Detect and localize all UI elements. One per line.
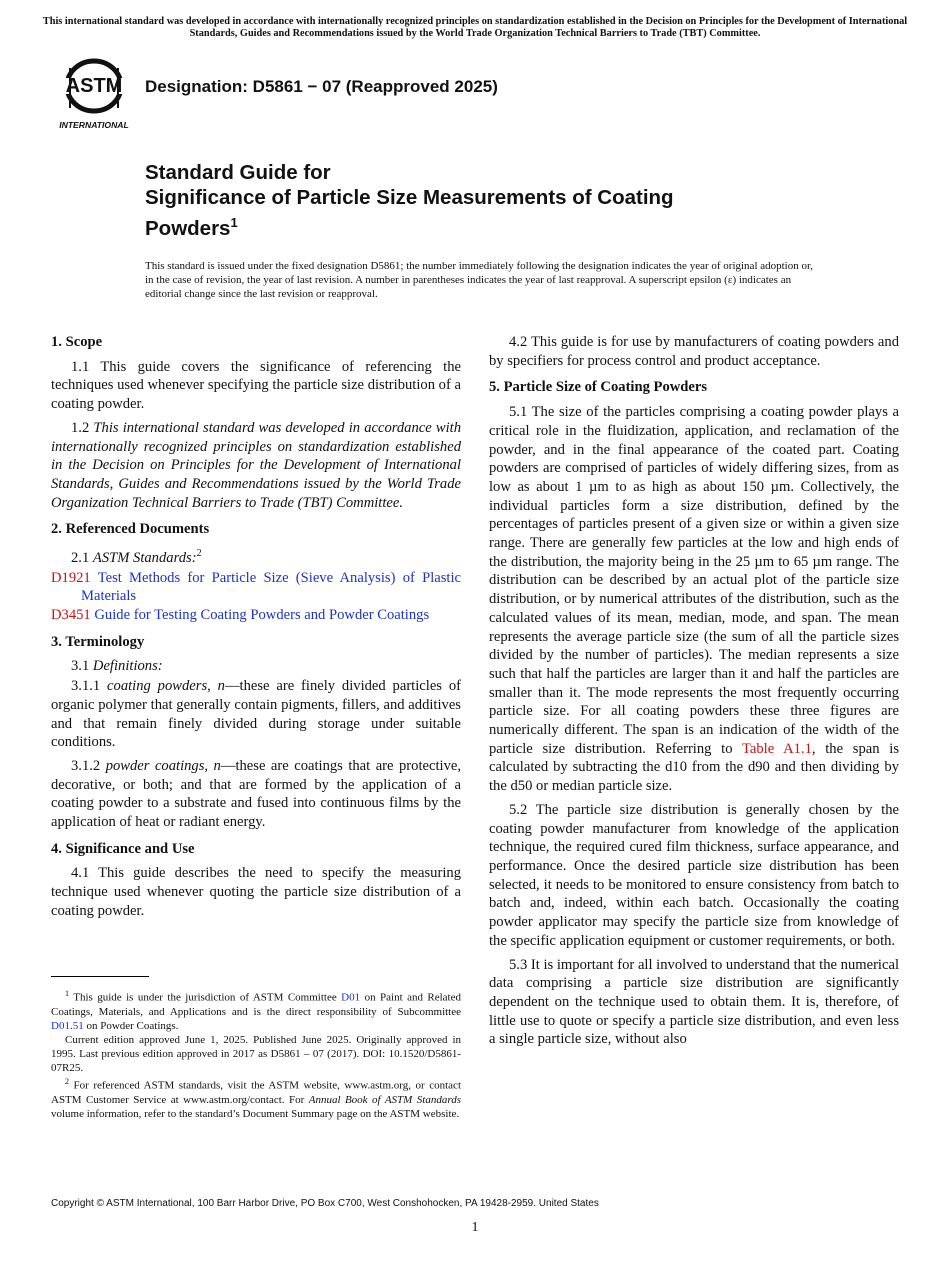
definition-text: —these are finely divided particles of organic polymer that generally contain pigments, fillers, and additives and that remain finely divided during storage under suitable conditions.	[51, 678, 461, 751]
subhead-label: ASTM Standards:	[92, 549, 197, 566]
astm-logo	[54, 56, 134, 132]
footnote-2	[51, 1075, 461, 1121]
table-a1-1-link[interactable]: Table A1.1	[741, 740, 812, 757]
paragraph-1-1: 1.1 This guide covers the significance of referencing the techniques used whenever specifying the particle size distribution of a coating powder.	[51, 358, 461, 413]
paragraph-4-2: 4.2 This guide is for use by manufacturers of coating powders and by specifiers for process control and product acceptance.	[489, 334, 899, 369]
reference-link-d3451[interactable]	[51, 606, 461, 625]
section-heading-significance: 4. Significance and Use	[51, 840, 195, 857]
paragraph-1-2-number: 1.2	[71, 419, 90, 436]
paragraph-1-2	[51, 419, 461, 513]
paragraph-5-1	[489, 403, 899, 796]
title-line-2: Significance of Particle Size Measurements of Coating	[145, 186, 674, 209]
subcommittee-d01-51-link[interactable]: D01.51	[51, 1019, 84, 1032]
footnote-text: on Powder Coatings.	[83, 1019, 179, 1032]
footnote-mark: 1	[65, 989, 69, 998]
page-number: 1	[471, 1220, 479, 1235]
intro-paragraph: This standard is issued under the fixed designation D5861; the number immediately following the designation indicates the year of original adoption or, in the case of revision, the year of last revision. A number in parentheses indicates the year of last reapproval. A superscript epsilon (ε) indicates an editorial change since the last revision or reapproval.	[145, 260, 813, 301]
subhead-footnote-mark: 2	[196, 548, 202, 560]
definition-number: 3.1.1	[71, 678, 101, 695]
document-title	[145, 160, 845, 241]
paragraph-4-1: 4.1 This guide describes the need to specify the measuring technique used whenever quoting the particle size distribution of a coating powder.	[51, 865, 461, 919]
right-column	[489, 333, 899, 1054]
paragraph-5-3: 5.3 It is important for all involved to understand that the numerical data comprising a particle size distribution are significantly dependent on the technique used to obtain them. It is, therefore, of little use to quote or specify a particle size distribution, and even less a single particle size, without also	[489, 956, 899, 1048]
definition-powder-coatings	[51, 757, 461, 832]
paragraph-text: 5.1 The size of the particles comprising a coating powder plays a critical role in the fluidization, application, and reclamation of the powder, and in the final appearance of the coated part. Coating powders are comprised of particles of widely differing sizes, from as low as about 1 µm to as high as about 150 µm. Collectively, the individual particles form a size distribution, defined by the percentages of particles present of a given size or within a given size range. There are generally few particles at the low and high ends of the distribution, the majority being in the 25 µm to 65 µm range. The distribution can be described by an actual plot of the particle size distribution, or by numerical attributes of the distribution, such as the calculated values of its mean, median, mode, and span. The mean represents the average particle size (the sum of all the particle sizes divided by the number of particles). The median represents a size such that half the particles are larger than it and half the particles are smaller than it. The mode represents the most frequently occurring particle size. For all coating powders these three figures are numerically different. The span is an indication of the width of the particle size distribution. Referring to	[489, 404, 899, 757]
logo-text: ASTM	[65, 75, 123, 97]
paragraph-5-2: 5.2 The particle size distribution is generally chosen by the coating powder manufacturer from knowledge of the application technique, the required cured film thickness, surface appearance, and performance. Once the desired particle size distribution has been selected, it needs to be monitored to ensure consistency from batch to batch and, indeed, within each batch. Occasionally the coating powder applicator may specify the particle size from knowledge of the specific application equipment or customer requirements, or both.	[489, 801, 899, 949]
subhead-number: 3.1	[71, 658, 90, 675]
paragraph-text: , the span is calculated by subtracting the d10 from the d90 and then dividing by the d50 or median particle size.	[489, 740, 900, 795]
left-column	[51, 333, 461, 926]
definition-coating-powders	[51, 677, 461, 752]
subhead-number: 2.1	[71, 549, 90, 566]
definition-text: —these are coatings that are protective, decorative, or both; and that are formed by the application of a coating powder to a substrate and fused into continuous films by the application of heat or radiant energy.	[51, 757, 461, 831]
definition-term: coating powders, n	[107, 678, 225, 695]
footnote-1-edition: Current edition approved June 1, 2025. Published June 2025. Originally approved in 1995. Last previous edition approved in 2017 as D5861 – 07 (2017). DOI: 10.1520/D5861-07R25.	[51, 1033, 461, 1075]
footnote-text: This guide is under the jurisdiction of ASTM Committee	[73, 991, 342, 1004]
footnote-italic: Annual Book of ASTM Standards	[308, 1093, 461, 1106]
reference-title: Test Methods for Particle Size (Sieve Analysis) of Plastic Materials	[81, 569, 461, 605]
section-heading-scope: 1. Scope	[51, 334, 103, 350]
title-line-3: Powders	[145, 216, 231, 240]
definition-number: 3.1.2	[71, 757, 101, 774]
title-line-1: Standard Guide for	[145, 161, 331, 184]
reference-code: D1921	[51, 569, 91, 586]
footnote-text: For referenced ASTM standards, visit the ASTM website, www.astm.org, or contact ASTM Customer Service at www.astm.org/contact. For	[51, 1079, 461, 1106]
reference-code: D3451	[51, 607, 91, 623]
paragraph-1-2-text: This international standard was developed in accordance with internationally recognized principles on standardization established in the Decision on Principles for the Development of International Standards, Guides and Recommendations issued by the World Trade Organization Technical Barriers to Trade (TBT) Committee.	[51, 419, 462, 511]
committee-d01-link[interactable]: D01	[341, 991, 361, 1004]
footnote-text: on Paint and Related Coatings, Materials, and Applications and is the direct responsibility of Subcommittee	[51, 991, 461, 1018]
title-footnote-mark: 1	[230, 215, 238, 230]
designation: Designation: D5861 − 07 (Reapproved 2025)	[145, 77, 498, 96]
definitions-subhead	[51, 657, 461, 676]
footnote-1	[51, 987, 461, 1033]
subhead-label: Definitions:	[92, 658, 163, 675]
footnote-divider	[51, 976, 149, 977]
wto-notice: This international standard was developed in accordance with internationally recognized principles on standardization established in the Decision on Principles for the Development of International Standards, Guides and Recommendations issued by the World Trade Organization Technical Barriers to Trade (TBT) Committee.	[42, 16, 908, 39]
logo-subtext: INTERNATIONAL	[59, 120, 129, 130]
section-heading-terminology: 3. Terminology	[51, 633, 145, 650]
footnotes	[51, 987, 461, 1121]
reference-title: Guide for Testing Coating Powders and Powder Coatings	[94, 607, 430, 623]
astm-standards-subhead	[51, 545, 461, 568]
footnote-text: volume information, refer to the standard’s Document Summary page on the ASTM website.	[51, 1108, 460, 1121]
section-heading-particle-size: 5. Particle Size of Coating Powders	[489, 379, 708, 396]
footnote-mark: 2	[65, 1077, 69, 1087]
reference-link-d1921[interactable]	[51, 569, 461, 606]
definition-term: powder coatings, n	[105, 757, 221, 774]
section-heading-referenced: 2. Referenced Documents	[51, 521, 210, 538]
copyright-line: Copyright © ASTM International, 100 Barr Harbor Drive, PO Box C700, West Conshohocken, PA 19428-2959. United States	[51, 1198, 599, 1209]
